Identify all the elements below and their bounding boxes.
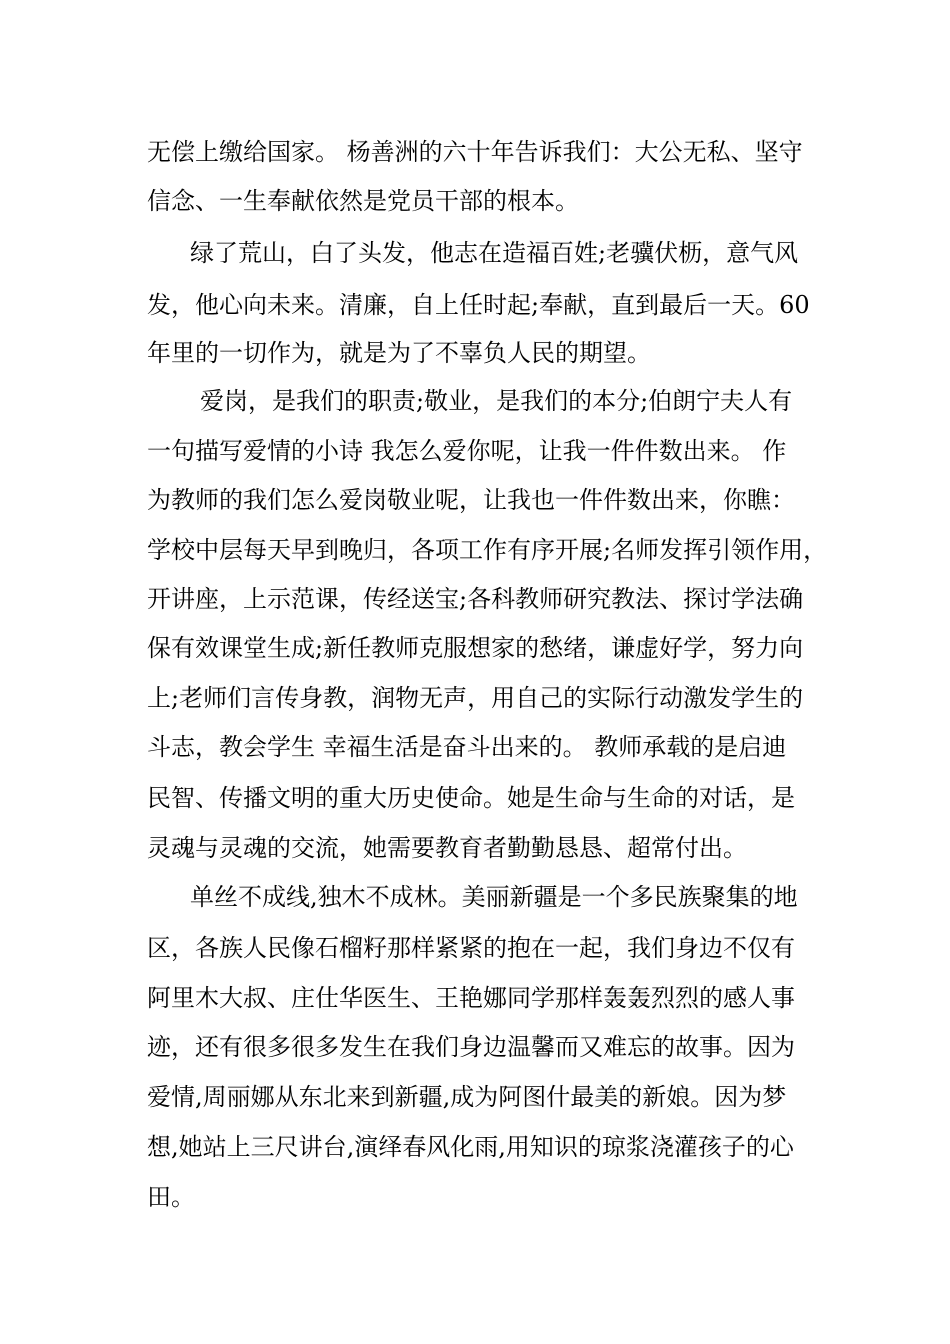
text-line: 上;老师们言传身教，润物无声，用自己的实际行动激发学生的 — [147, 684, 804, 712]
text-line: 区，各族人民像石榴籽那样紧紧的抱在一起，我们身边不仅有 — [147, 934, 795, 962]
text-line: 民智、传播文明的重大历史使命。她是生命与生命的对话，是 — [147, 784, 795, 812]
text-line: 年里的一切作为，就是为了不辜负人民的期望。 — [147, 339, 651, 367]
text-line: 斗志，教会学生 幸福生活是奋斗出来的。 教师承载的是启迪 — [147, 733, 787, 761]
text-line: 一句描写爱情的小诗 我怎么爱你呢，让我一件件数出来。 作 — [147, 437, 787, 465]
text-line: 无偿上缴给国家。 杨善洲的六十年告诉我们：大公无私、坚守 — [147, 138, 803, 166]
text-line: 灵魂与灵魂的交流，她需要教育者勤勤恳恳、超常付出。 — [147, 834, 747, 862]
text-line: 开讲座，上示范课，传经送宝;各科教师研究教法、探讨学法确 — [147, 585, 804, 613]
text-line: 想,她站上三尺讲台,演绎春风化雨,用知识的琼浆浇灌孩子的心 — [147, 1133, 794, 1161]
text-line: 田。 — [147, 1183, 195, 1211]
paragraph-first-line: 单丝不成线,独木不成林。美丽新疆是一个多民族聚集的地 — [190, 883, 798, 911]
text-line: 迹，还有很多很多发生在我们身边温馨而又难忘的故事。因为 — [147, 1033, 795, 1061]
text-line: 保有效课堂生成;新任教师克服想家的愁绪，谦虚好学，努力向 — [147, 634, 804, 662]
text-line: 阿里木大叔、庄仕华医生、王艳娜同学那样轰轰烈烈的感人事 — [147, 984, 795, 1012]
text-line: 为教师的我们怎么爱岗敬业呢，让我也一件件数出来，你瞧： — [147, 486, 795, 514]
paragraph-first-line: 绿了荒山，白了头发，他志在造福百姓;老骥伏枥，意气风 — [190, 239, 799, 267]
text-line: 信念、一生奉献依然是党员干部的根本。 — [147, 187, 579, 215]
text-line: 爱情,周丽娜从东北来到新疆,成为阿图什最美的新娘。因为梦 — [147, 1083, 787, 1111]
text-line: 发，他心向未来。清廉，自上任时起;奉献，直到最后一天。60 — [147, 291, 810, 319]
paragraph-first-line: 爱岗，是我们的职责;敬业，是我们的本分;伯朗宁夫人有 — [200, 387, 793, 415]
text-line: 学校中层每天早到晚归，各项工作有序开展;名师发挥引领作用， — [147, 536, 828, 564]
